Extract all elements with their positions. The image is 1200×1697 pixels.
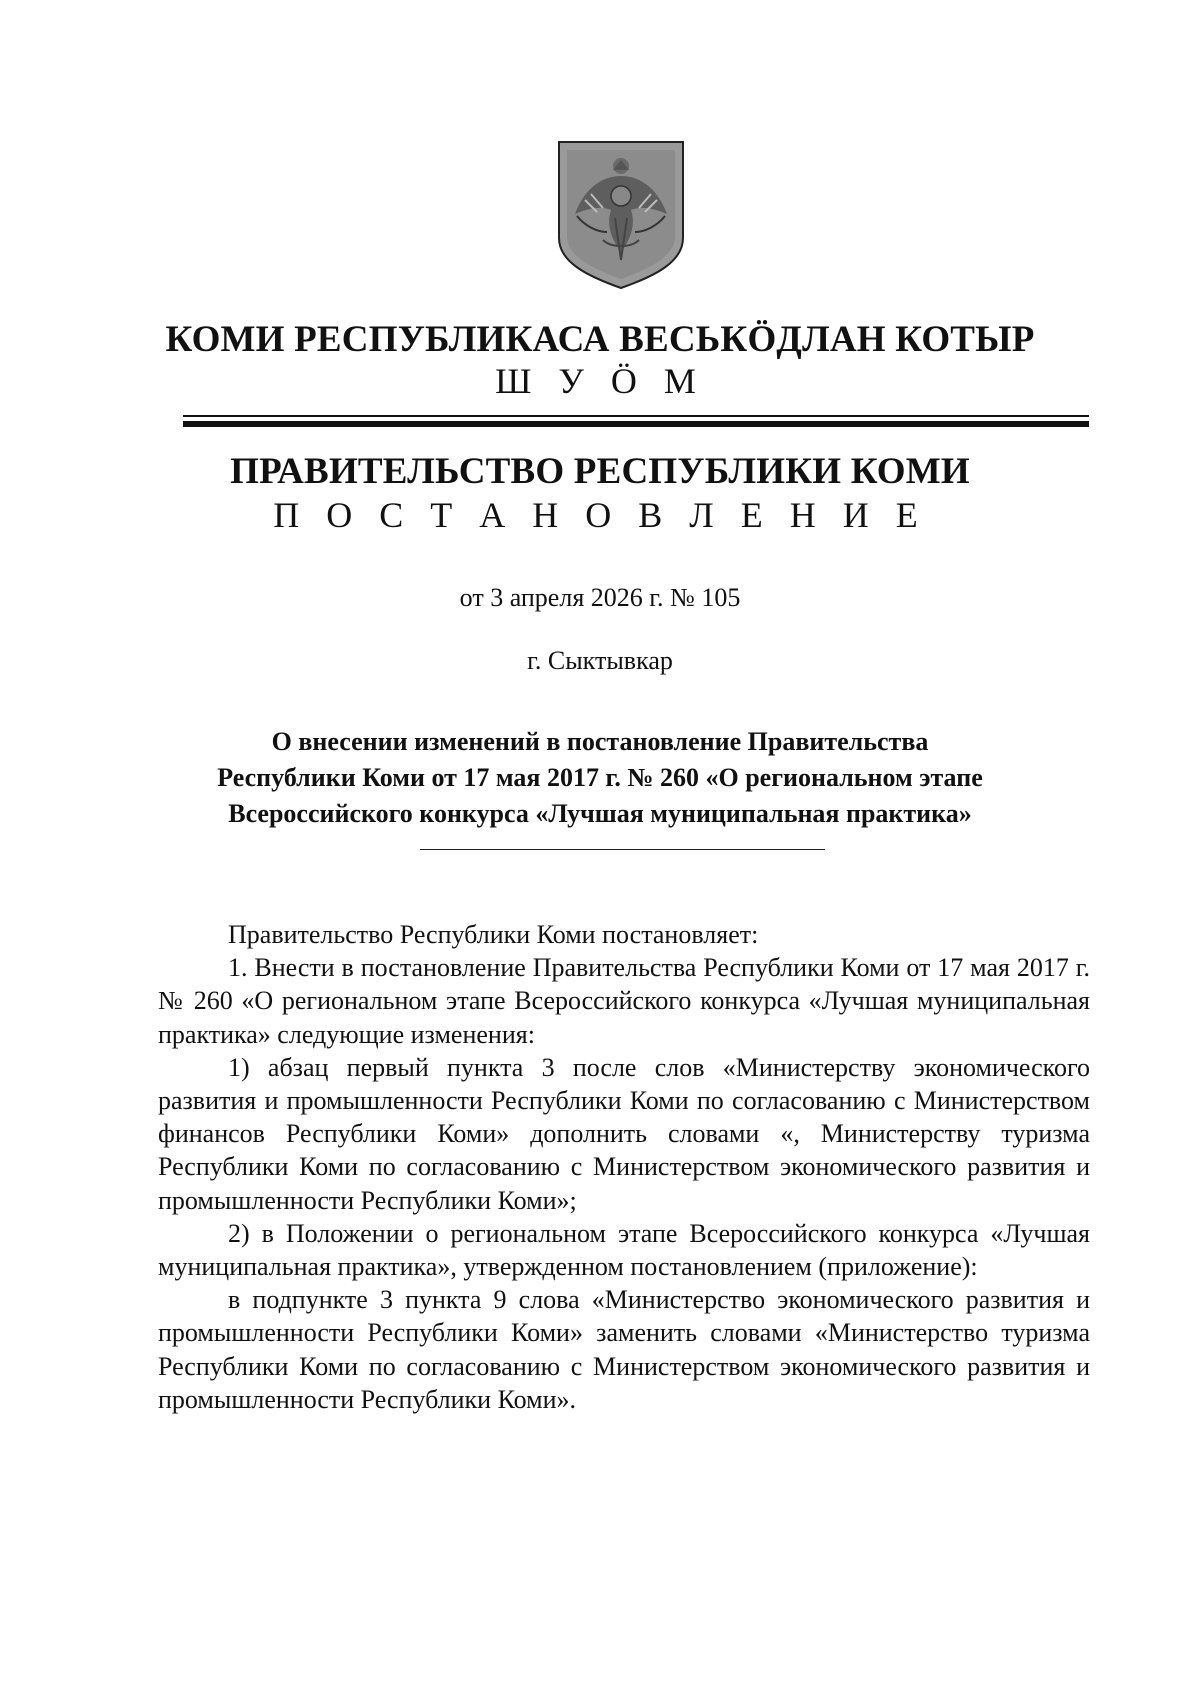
body-paragraph-1-1: 1) абзац первый пункта 3 после слов «Министерству экономического развития и промышленности Республики Коми по согласованию с Министерством финансов Республики Коми» дополнить словами «, Министерству туризма Республики Коми по согласованию с Министерством экономического развития и промышленности Республики Коми»; (158, 1052, 1090, 1215)
header-komi-title: КОМИ РЕСПУБЛИКАСА ВЕСЬКӦДЛАН КОТЫР (165, 319, 1035, 360)
header-komi-doctype: Ш У Ӧ М (495, 361, 705, 401)
body-paragraph-intro: Правительство Республики Коми постановляет: (228, 920, 759, 949)
title-underline (420, 849, 825, 850)
coat-of-arms-icon (555, 140, 687, 290)
document-title-line-1: О внесении изменений в постановление Правительства (271, 727, 929, 756)
body-paragraph-1-2: 2) в Положении о региональном этапе Всероссийского конкурса «Лучшая муниципальная практика», утвержденном постановлением (приложение): (158, 1218, 1090, 1282)
document-city: г. Сыктывкар (527, 646, 673, 675)
document-title-line-3: Всероссийского конкурса «Лучшая муниципальная практика» (228, 799, 972, 828)
header-ru-doctype: П О С Т А Н О В Л Е Н И Е (273, 495, 927, 535)
header-divider-thin (183, 415, 1089, 417)
body-paragraph-1: 1. Внести в постановление Правительства Республики Коми от 17 мая 2017 г. № 260 «О региональном этапе Всероссийского конкурса «Лучшая муниципальная практика» следующие изменения: (158, 953, 1090, 1049)
header-divider-thick (183, 421, 1089, 427)
document-title-line-2: Республики Коми от 17 мая 2017 г. № 260 «О региональном этапе (217, 763, 983, 792)
body-paragraph-1-2-a: в подпункте 3 пункта 9 слова «Министерство экономического развития и промышленности Республики Коми» заменить словами «Министерство туризма Республики Коми по согласованию с Министерством экономического развития и промышленности Республики Коми». (158, 1285, 1090, 1414)
header-ru-title: ПРАВИТЕЛЬСТВО РЕСПУБЛИКИ КОМИ (230, 451, 970, 492)
document-body (158, 918, 1090, 1416)
document-date-number: от 3 апреля 2026 г. № 105 (459, 583, 741, 612)
